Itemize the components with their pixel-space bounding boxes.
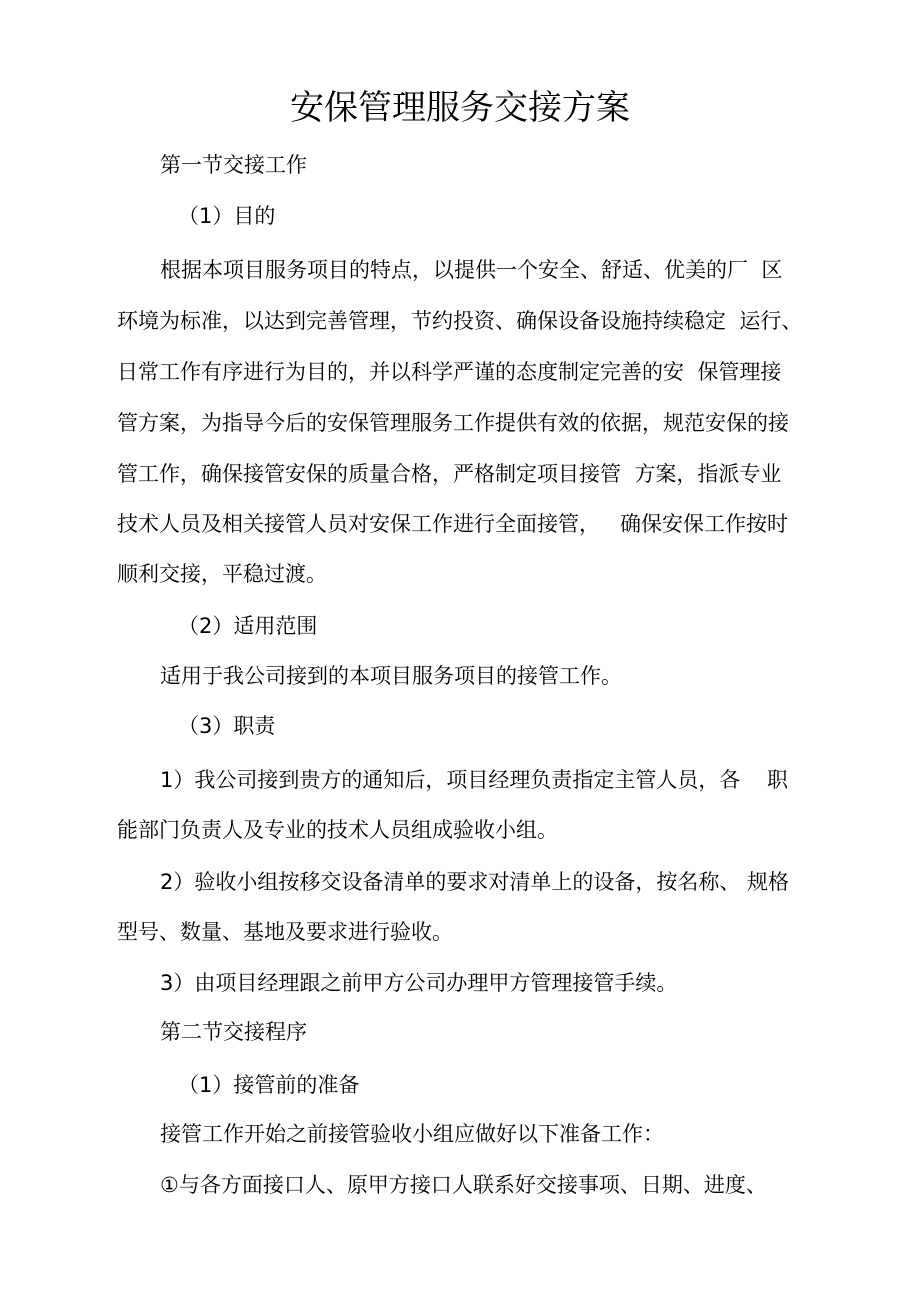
text-line: （3）职责	[178, 714, 276, 738]
text-line: （1）目的	[178, 204, 276, 228]
text-line: 3）由项目经理跟之前甲方公司办理甲方管理接管手续。	[160, 971, 678, 995]
text-line: （1）接管前的准备	[178, 1073, 360, 1097]
document-title: 安保管理服务交接方案	[290, 88, 630, 128]
text-line: 技术人员及相关接管人员对安保工作进行全面接管， 确保安保工作按时	[117, 512, 789, 536]
text-line: 环境为标准，以达到完善管理，节约投资、确保设备设施持续稳定 运行、	[117, 309, 803, 333]
text-line: 根据本项目服务项目的特点，以提供一个安全、舒适、优美的厂 区	[160, 258, 783, 282]
text-line: 管工作，确保接管安保的质量合格，严格制定项目接管 方案，指派专业	[117, 462, 782, 486]
text-line: 1）我公司接到贵方的通知后，项目经理负责指定主管人员，各 职	[160, 768, 789, 792]
text-line: 管方案，为指导今后的安保管理服务工作提供有效的依据，规范安保的接	[117, 411, 789, 435]
text-line: （2）适用范围	[178, 614, 318, 638]
text-line: 日常工作有序进行为目的，并以科学严谨的态度制定完善的安 保管理接	[117, 360, 782, 384]
text-line: 能部门负责人及专业的技术人员组成验收小组。	[117, 818, 558, 842]
text-line: 第二节交接程序	[160, 1020, 307, 1044]
text-line: 型号、数量、基地及要求进行验收。	[117, 920, 453, 944]
text-line: 接管工作开始之前接管验收小组应做好以下准备工作：	[160, 1122, 664, 1146]
text-line: 第一节交接工作	[160, 153, 307, 177]
text-line: 2）验收小组按移交设备清单的要求对清单上的设备，按名称、 规格	[160, 870, 790, 894]
text-line: ①与各方面接口人、原甲方接口人联系好交接事项、日期、进度、	[160, 1173, 767, 1197]
text-line: 顺利交接，平稳过渡。	[117, 562, 327, 586]
text-line: 适用于我公司接到的本项目服务项目的接管工作。	[160, 664, 622, 688]
